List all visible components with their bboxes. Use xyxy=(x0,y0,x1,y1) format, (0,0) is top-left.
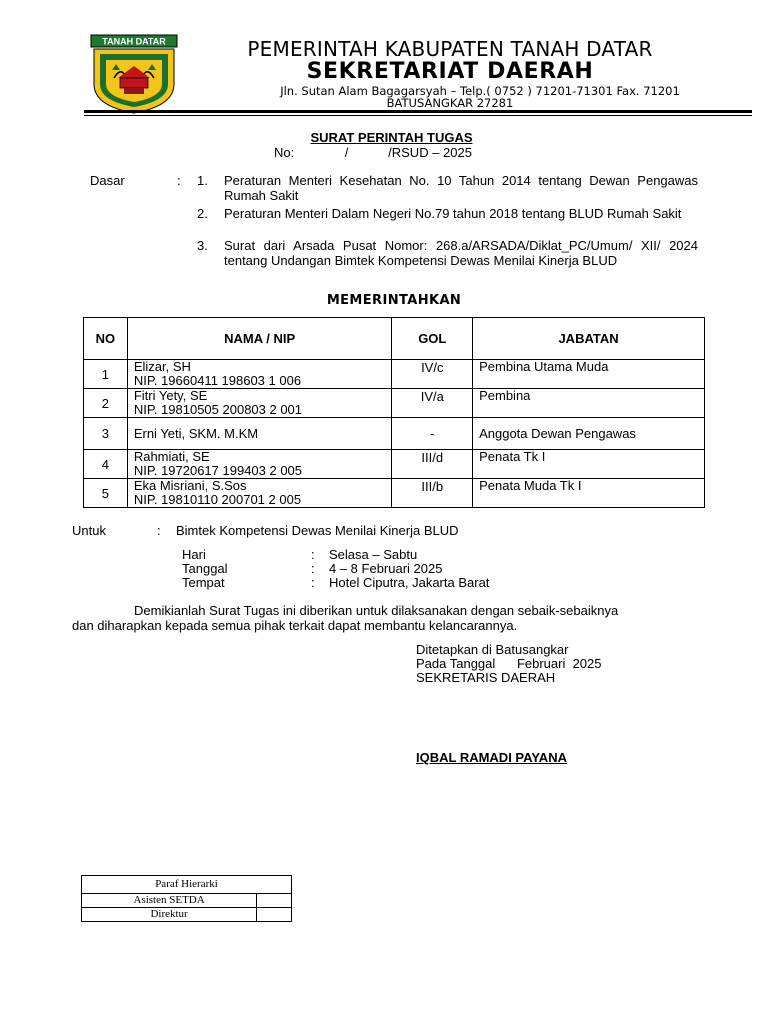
detail-colon: : xyxy=(311,575,315,590)
letterhead-divider-thin xyxy=(84,115,752,116)
paraf-role: Asisten SETDA xyxy=(82,894,257,908)
dasar-item-number: 2. xyxy=(197,206,208,221)
cell-jabatan xyxy=(473,389,705,418)
cell-no: 4 xyxy=(84,450,128,479)
cell-jabatan-text: Penata Tk I xyxy=(479,449,546,464)
cell-nama-nip xyxy=(127,450,392,479)
cell-nama: Fitri Yety, SE xyxy=(133,388,208,403)
office-address: Jln. Sutan Alam Bagagarsyah – Telp.( 0752 ) 71201-71301 Fax. 71201 xyxy=(280,84,680,98)
government-name: PEMERINTAH KABUPATEN TANAH DATAR xyxy=(247,37,653,61)
dasar-item-number: 3. xyxy=(197,238,208,253)
cell-no: 1 xyxy=(84,360,128,389)
table-row xyxy=(84,479,705,508)
cell-nama: Rahmiati, SE xyxy=(133,449,210,464)
detail-label-tempat: Tempat xyxy=(182,575,225,590)
table-row xyxy=(84,418,705,450)
cell-jabatan-text: Pembina Utama Muda xyxy=(479,359,609,374)
cell-jabatan xyxy=(473,360,705,389)
cell-jabatan-text: Pembina xyxy=(479,388,531,403)
detail-label-hari: Hari xyxy=(182,547,206,562)
dasar-item-number: 1. xyxy=(197,173,208,188)
dasar-item-text: Peraturan Menteri Kesehatan No. 10 Tahun 2014 tentang Dewan Pengawas Rumah Sakit xyxy=(224,173,698,203)
signature-place: Ditetapkan di Batusangkar xyxy=(416,642,569,657)
untuk-text: Bimtek Kompetensi Dewas Menilai Kinerja BLUD xyxy=(176,523,459,538)
cell-gol: III/d xyxy=(392,450,473,479)
dasar-item-text: Peraturan Menteri Dalam Negeri No.79 tahun 2018 tentang BLUD Rumah Sakit xyxy=(224,206,682,221)
table-row xyxy=(84,360,705,389)
cell-gol: - xyxy=(392,418,473,450)
letter-title: SURAT PERINTAH TUGAS xyxy=(310,130,473,145)
untuk-label: Untuk xyxy=(72,523,106,538)
paraf-role: Direktur xyxy=(82,908,257,922)
cell-nama: Eka Misriani, S.Sos xyxy=(133,478,247,493)
paraf-sign-cell xyxy=(257,894,292,908)
cell-nip: NIP. 19660411 198603 1 006 xyxy=(133,373,302,388)
cell-nama-nip xyxy=(127,389,392,418)
column-header-nama: NAMA / NIP xyxy=(127,318,392,360)
paraf-title: Paraf Hierarki xyxy=(82,876,292,894)
paraf-row xyxy=(82,894,292,908)
column-header-no: NO xyxy=(84,318,128,360)
cell-nama: Erni Yeti, SKM. M.KM xyxy=(133,425,259,441)
detail-colon: : xyxy=(311,561,315,576)
signature-date: Pada Tanggal Februari 2025 xyxy=(416,656,602,671)
cell-no: 3 xyxy=(84,418,128,450)
closing-line-1: Demikianlah Surat Tugas ini diberikan untuk dilaksanakan dengan sebaik-sebaiknya xyxy=(134,603,619,618)
cell-no: 5 xyxy=(84,479,128,508)
personnel-table xyxy=(83,317,705,508)
detail-value-hari: Selasa – Sabtu xyxy=(329,547,418,562)
paraf-sign-cell xyxy=(257,908,292,922)
detail-value-tempat: Hotel Ciputra, Jakarta Barat xyxy=(329,575,490,590)
cell-nama: Elizar, SH xyxy=(133,359,191,374)
dasar-label: Dasar xyxy=(90,173,125,188)
column-header-gol: GOL xyxy=(392,318,473,360)
cell-no: 2 xyxy=(84,389,128,418)
section-heading: MEMERINTAHKAN xyxy=(326,293,462,308)
dasar-item-text: Surat dari Arsada Pusat Nomor: 268.a/ARSADA/Diklat_PC/Umum/ XII/ 2024 tentang Undangan Bimtek Kompetensi Dewas Menilai Kinerja BLUD xyxy=(224,238,698,268)
untuk-colon: : xyxy=(157,523,161,538)
cell-nip: NIP. 19810110 200701 2 005 xyxy=(133,492,302,507)
detail-colon: : xyxy=(311,547,315,562)
signer-name: IQBAL RAMADI PAYANA xyxy=(416,750,567,765)
detail-label-tanggal: Tanggal xyxy=(182,561,228,576)
letter-number: No: / /RSUD – 2025 xyxy=(274,145,472,160)
table-row xyxy=(84,389,705,418)
letterhead-divider xyxy=(84,110,752,113)
cell-nama-nip xyxy=(127,360,392,389)
dasar-colon: : xyxy=(177,173,181,188)
table-row xyxy=(84,450,705,479)
signature-position: SEKRETARIS DAERAH xyxy=(416,670,556,685)
cell-jabatan-text: Anggota Dewan Pengawas xyxy=(479,425,636,441)
logo-text: TANAH DATAR xyxy=(102,36,166,47)
paraf-table xyxy=(81,875,292,922)
table-header-row xyxy=(84,318,705,360)
cell-nip: NIP. 19810505 200803 2 001 xyxy=(133,402,303,417)
cell-jabatan xyxy=(473,418,705,450)
cell-jabatan xyxy=(473,479,705,508)
office-name: SEKRETARIAT DAERAH xyxy=(306,59,594,84)
cell-jabatan-text: Penata Muda Tk I xyxy=(479,478,582,493)
cell-nip: NIP. 19720617 199403 2 005 xyxy=(133,463,303,478)
cell-gol: IV/a xyxy=(392,389,473,418)
column-header-jabatan: JABATAN xyxy=(473,318,705,360)
cell-nama-nip xyxy=(127,479,392,508)
office-city: BATUSANGKAR 27281 xyxy=(386,96,514,110)
cell-jabatan xyxy=(473,450,705,479)
paraf-row xyxy=(82,908,292,922)
closing-line-2: dan diharapkan kepada semua pihak terkait dapat membantu kelancarannya. xyxy=(72,618,518,633)
cell-gol: IV/c xyxy=(392,360,473,389)
cell-nama-nip xyxy=(127,418,392,450)
paraf-title-row xyxy=(82,876,292,894)
cell-gol: III/b xyxy=(392,479,473,508)
detail-value-tanggal: 4 – 8 Februari 2025 xyxy=(329,561,443,576)
